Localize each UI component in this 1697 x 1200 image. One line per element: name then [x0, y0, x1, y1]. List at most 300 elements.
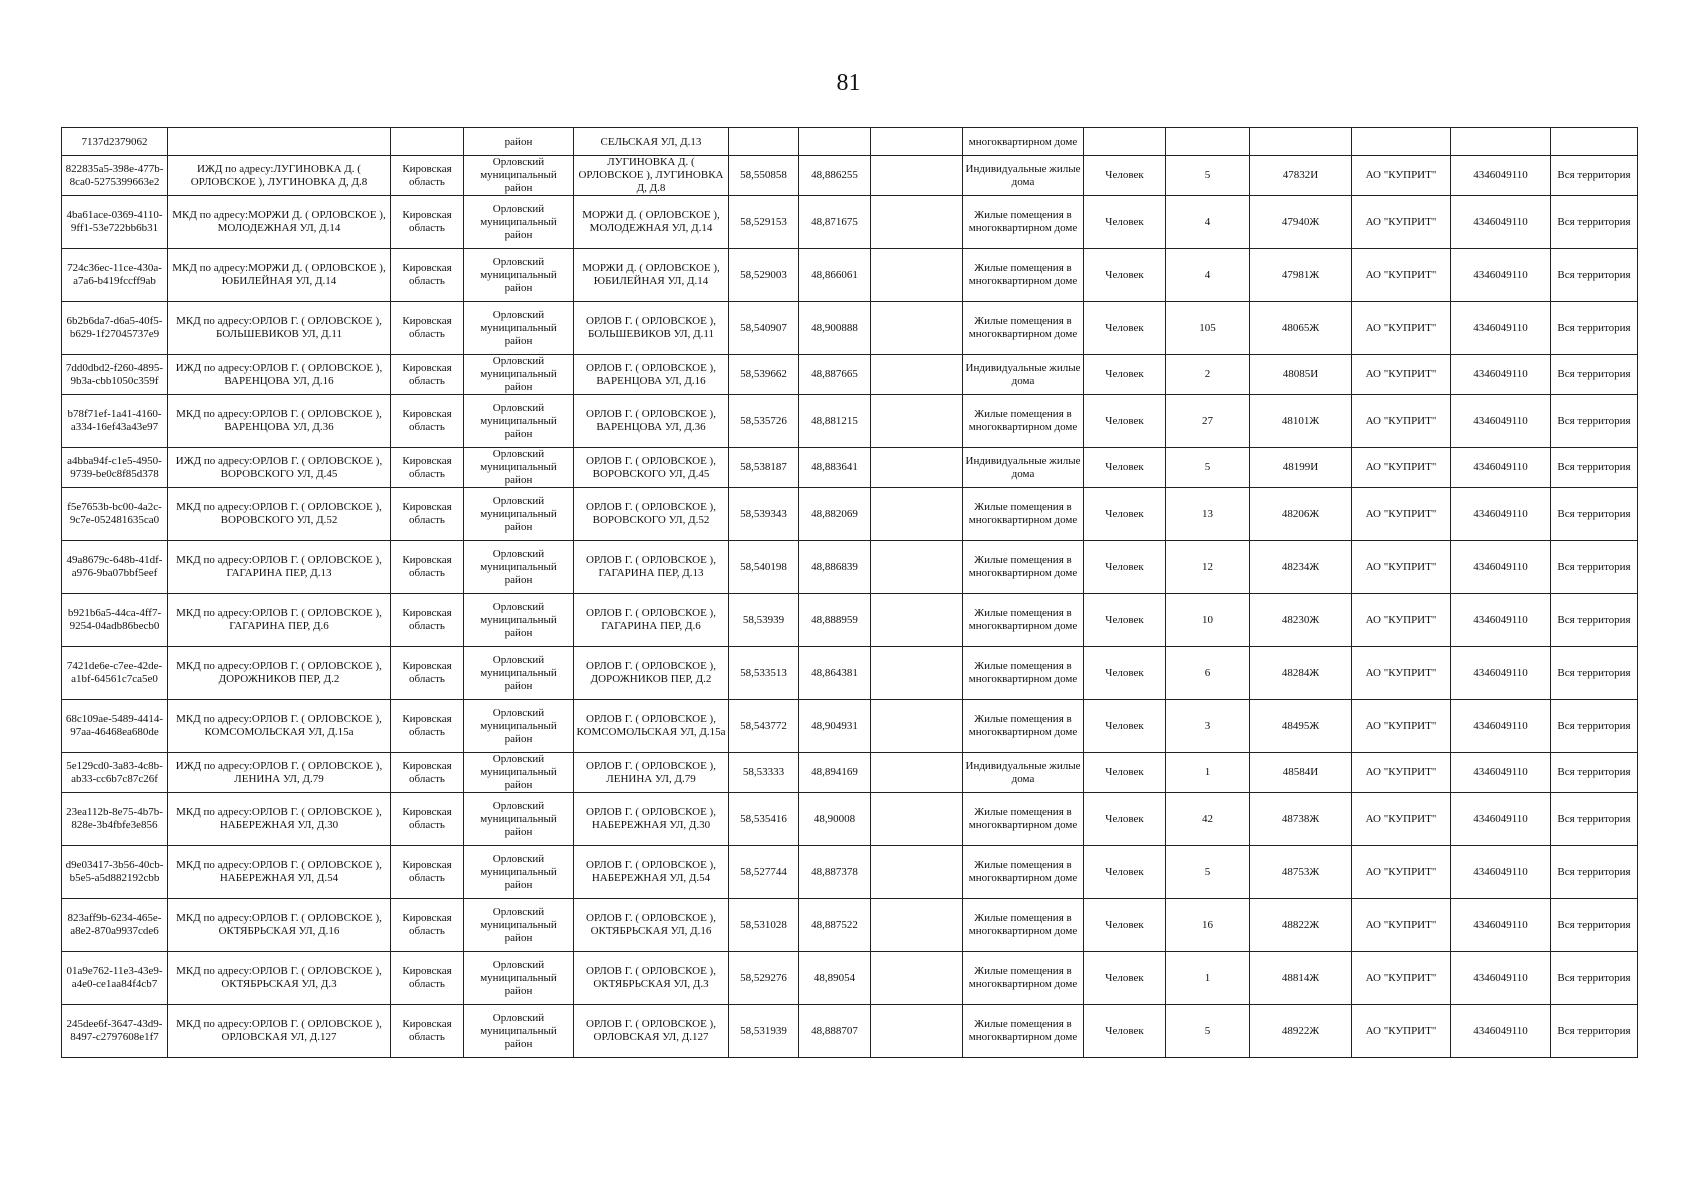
district-cell: Орловский муниципальный район [464, 899, 574, 952]
inn-cell: 4346049110 [1451, 1005, 1551, 1058]
region-cell: Кировская область [391, 302, 464, 355]
territory-cell: Вся территория [1551, 594, 1638, 647]
unit-cell: Человек [1084, 952, 1166, 1005]
object-name-cell [168, 128, 391, 156]
empty-cell [871, 1005, 963, 1058]
empty-cell [871, 700, 963, 753]
district-cell: Орловский муниципальный район [464, 594, 574, 647]
record-id-cell: b921b6a5-44ca-4ff7-9254-04adb86becb0 [62, 594, 168, 647]
record-id-cell: 7137d2379062 [62, 128, 168, 156]
record-id-cell: a4bba94f-c1e5-4950-9739-be0c8f85d378 [62, 448, 168, 488]
latitude-cell: 58,529153 [729, 196, 799, 249]
unit-cell: Человек [1084, 395, 1166, 448]
table-container [61, 127, 1638, 1058]
longitude-cell: 48,871675 [799, 196, 871, 249]
territory-cell: Вся территория [1551, 541, 1638, 594]
empty-cell [871, 196, 963, 249]
latitude-cell: 58,529003 [729, 249, 799, 302]
table-row [62, 395, 1638, 448]
territory-cell: Вся территория [1551, 899, 1638, 952]
organization-cell: АО "КУПРИТ" [1352, 156, 1451, 196]
inn-cell: 4346049110 [1451, 594, 1551, 647]
territory-cell: Вся территория [1551, 753, 1638, 793]
latitude-cell: 58,539343 [729, 488, 799, 541]
address-cell: СЕЛЬСКАЯ УЛ, Д.13 [574, 128, 729, 156]
account-code-cell: 48199И [1250, 448, 1352, 488]
district-cell: Орловский муниципальный район [464, 647, 574, 700]
account-code-cell: 48822Ж [1250, 899, 1352, 952]
district-cell: Орловский муниципальный район [464, 249, 574, 302]
housing-type-cell: Индивидуальные жилые дома [963, 156, 1084, 196]
object-name-cell: МКД по адресу:ОРЛОВ Г. ( ОРЛОВСКОЕ ), ВОРОВСКОГО УЛ, Д.52 [168, 488, 391, 541]
district-cell: Орловский муниципальный район [464, 700, 574, 753]
unit-cell: Человек [1084, 249, 1166, 302]
address-cell: ОРЛОВ Г. ( ОРЛОВСКОЕ ), ГАГАРИНА ПЕР, Д.6 [574, 594, 729, 647]
longitude-cell: 48,883641 [799, 448, 871, 488]
district-cell: Орловский муниципальный район [464, 448, 574, 488]
territory-cell: Вся территория [1551, 156, 1638, 196]
region-cell: Кировская область [391, 700, 464, 753]
housing-type-cell: Индивидуальные жилые дома [963, 448, 1084, 488]
record-id-cell: 823aff9b-6234-465e-a8e2-870a9937cde6 [62, 899, 168, 952]
unit-cell: Человек [1084, 302, 1166, 355]
empty-cell [871, 128, 963, 156]
inn-cell: 4346049110 [1451, 700, 1551, 753]
empty-cell [871, 302, 963, 355]
territory-cell: Вся территория [1551, 395, 1638, 448]
address-cell: ОРЛОВ Г. ( ОРЛОВСКОЕ ), НАБЕРЕЖНАЯ УЛ, Д.30 [574, 793, 729, 846]
longitude-cell: 48,882069 [799, 488, 871, 541]
territory-cell: Вся территория [1551, 488, 1638, 541]
region-cell: Кировская область [391, 156, 464, 196]
table-row [62, 488, 1638, 541]
latitude-cell: 58,527744 [729, 846, 799, 899]
record-id-cell: 245dee6f-3647-43d9-8497-c2797608e1f7 [62, 1005, 168, 1058]
empty-cell [871, 753, 963, 793]
data-table [61, 127, 1638, 1058]
table-row [62, 156, 1638, 196]
latitude-cell: 58,535726 [729, 395, 799, 448]
object-name-cell: МКД по адресу:ОРЛОВ Г. ( ОРЛОВСКОЕ ), ОКТЯБРЬСКАЯ УЛ, Д.3 [168, 952, 391, 1005]
inn-cell: 4346049110 [1451, 846, 1551, 899]
count-cell: 27 [1166, 395, 1250, 448]
count-cell: 105 [1166, 302, 1250, 355]
table-row [62, 899, 1638, 952]
object-name-cell: МКД по адресу:ОРЛОВ Г. ( ОРЛОВСКОЕ ), ГАГАРИНА ПЕР, Д.6 [168, 594, 391, 647]
account-code-cell: 48584И [1250, 753, 1352, 793]
object-name-cell: ИЖД по адресу:ОРЛОВ Г. ( ОРЛОВСКОЕ ), ВОРОВСКОГО УЛ, Д.45 [168, 448, 391, 488]
table-row [62, 302, 1638, 355]
organization-cell: АО "КУПРИТ" [1352, 249, 1451, 302]
empty-cell [871, 952, 963, 1005]
account-code-cell: 48738Ж [1250, 793, 1352, 846]
count-cell: 3 [1166, 700, 1250, 753]
count-cell: 10 [1166, 594, 1250, 647]
district-cell: Орловский муниципальный район [464, 541, 574, 594]
unit-cell: Человек [1084, 1005, 1166, 1058]
region-cell: Кировская область [391, 793, 464, 846]
empty-cell [871, 541, 963, 594]
empty-cell [871, 156, 963, 196]
latitude-cell: 58,540907 [729, 302, 799, 355]
inn-cell: 4346049110 [1451, 302, 1551, 355]
latitude-cell: 58,535416 [729, 793, 799, 846]
count-cell: 5 [1166, 156, 1250, 196]
region-cell: Кировская область [391, 448, 464, 488]
object-name-cell: МКД по адресу:ОРЛОВ Г. ( ОРЛОВСКОЕ ), КОМСОМОЛЬСКАЯ УЛ, Д.15а [168, 700, 391, 753]
unit-cell: Человек [1084, 448, 1166, 488]
housing-type-cell: Жилые помещения в многоквартирном доме [963, 647, 1084, 700]
address-cell: ОРЛОВ Г. ( ОРЛОВСКОЕ ), ГАГАРИНА ПЕР, Д.13 [574, 541, 729, 594]
housing-type-cell: Жилые помещения в многоквартирном доме [963, 700, 1084, 753]
region-cell: Кировская область [391, 899, 464, 952]
address-cell: ОРЛОВ Г. ( ОРЛОВСКОЕ ), КОМСОМОЛЬСКАЯ УЛ, Д.15а [574, 700, 729, 753]
housing-type-cell: Жилые помещения в многоквартирном доме [963, 952, 1084, 1005]
table-row [62, 793, 1638, 846]
inn-cell: 4346049110 [1451, 952, 1551, 1005]
longitude-cell: 48,886255 [799, 156, 871, 196]
table-row [62, 128, 1638, 156]
territory-cell: Вся территория [1551, 1005, 1638, 1058]
count-cell: 4 [1166, 249, 1250, 302]
organization-cell: АО "КУПРИТ" [1352, 846, 1451, 899]
object-name-cell: МКД по адресу:ОРЛОВ Г. ( ОРЛОВСКОЕ ), ГАГАРИНА ПЕР, Д.13 [168, 541, 391, 594]
inn-cell: 4346049110 [1451, 395, 1551, 448]
district-cell: Орловский муниципальный район [464, 196, 574, 249]
object-name-cell: ИЖД по адресу:ЛУГИНОВКА Д. ( ОРЛОВСКОЕ ), ЛУГИНОВКА Д, Д.8 [168, 156, 391, 196]
empty-cell [871, 355, 963, 395]
latitude-cell: 58,529276 [729, 952, 799, 1005]
territory-cell: Вся территория [1551, 846, 1638, 899]
account-code-cell: 48753Ж [1250, 846, 1352, 899]
latitude-cell: 58,531028 [729, 899, 799, 952]
address-cell: ЛУГИНОВКА Д. ( ОРЛОВСКОЕ ), ЛУГИНОВКА Д, Д.8 [574, 156, 729, 196]
count-cell: 1 [1166, 952, 1250, 1005]
unit-cell: Человек [1084, 846, 1166, 899]
territory-cell [1551, 128, 1638, 156]
organization-cell: АО "КУПРИТ" [1352, 488, 1451, 541]
count-cell: 42 [1166, 793, 1250, 846]
housing-type-cell: Жилые помещения в многоквартирном доме [963, 793, 1084, 846]
region-cell: Кировская область [391, 196, 464, 249]
longitude-cell: 48,90008 [799, 793, 871, 846]
inn-cell: 4346049110 [1451, 448, 1551, 488]
organization-cell: АО "КУПРИТ" [1352, 899, 1451, 952]
empty-cell [871, 793, 963, 846]
unit-cell: Человек [1084, 700, 1166, 753]
count-cell: 5 [1166, 846, 1250, 899]
latitude-cell: 58,538187 [729, 448, 799, 488]
table-row [62, 355, 1638, 395]
record-id-cell: 49a8679c-648b-41df-a976-9ba07bbf5eef [62, 541, 168, 594]
table-row [62, 249, 1638, 302]
account-code-cell: 48284Ж [1250, 647, 1352, 700]
table-row [62, 700, 1638, 753]
region-cell: Кировская область [391, 395, 464, 448]
region-cell: Кировская область [391, 541, 464, 594]
longitude-cell: 48,881215 [799, 395, 871, 448]
object-name-cell: МКД по адресу:МОРЖИ Д. ( ОРЛОВСКОЕ ), МОЛОДЕЖНАЯ УЛ, Д.14 [168, 196, 391, 249]
address-cell: ОРЛОВ Г. ( ОРЛОВСКОЕ ), ВОРОВСКОГО УЛ, Д.45 [574, 448, 729, 488]
record-id-cell: 6b2b6da7-d6a5-40f5-b629-1f27045737e9 [62, 302, 168, 355]
territory-cell: Вся территория [1551, 448, 1638, 488]
account-code-cell: 48234Ж [1250, 541, 1352, 594]
organization-cell: АО "КУПРИТ" [1352, 647, 1451, 700]
organization-cell: АО "КУПРИТ" [1352, 541, 1451, 594]
latitude-cell: 58,53333 [729, 753, 799, 793]
empty-cell [871, 846, 963, 899]
table-row [62, 846, 1638, 899]
housing-type-cell: Жилые помещения в многоквартирном доме [963, 594, 1084, 647]
region-cell: Кировская область [391, 753, 464, 793]
account-code-cell: 48101Ж [1250, 395, 1352, 448]
longitude-cell: 48,866061 [799, 249, 871, 302]
empty-cell [871, 488, 963, 541]
account-code-cell: 48230Ж [1250, 594, 1352, 647]
record-id-cell: 724c36ec-11ce-430a-a7a6-b419fccff9ab [62, 249, 168, 302]
count-cell: 6 [1166, 647, 1250, 700]
district-cell: Орловский муниципальный район [464, 846, 574, 899]
inn-cell [1451, 128, 1551, 156]
inn-cell: 4346049110 [1451, 196, 1551, 249]
territory-cell: Вся территория [1551, 952, 1638, 1005]
unit-cell: Человек [1084, 899, 1166, 952]
longitude-cell: 48,886839 [799, 541, 871, 594]
count-cell: 2 [1166, 355, 1250, 395]
inn-cell: 4346049110 [1451, 541, 1551, 594]
unit-cell: Человек [1084, 488, 1166, 541]
housing-type-cell: Индивидуальные жилые дома [963, 753, 1084, 793]
table-row [62, 594, 1638, 647]
latitude-cell: 58,543772 [729, 700, 799, 753]
territory-cell: Вся территория [1551, 700, 1638, 753]
longitude-cell: 48,887522 [799, 899, 871, 952]
account-code-cell: 48495Ж [1250, 700, 1352, 753]
region-cell: Кировская область [391, 488, 464, 541]
district-cell: Орловский муниципальный район [464, 395, 574, 448]
empty-cell [871, 647, 963, 700]
housing-type-cell: Жилые помещения в многоквартирном доме [963, 395, 1084, 448]
empty-cell [871, 249, 963, 302]
record-id-cell: b78f71ef-1a41-4160-a334-16ef43a43e97 [62, 395, 168, 448]
inn-cell: 4346049110 [1451, 753, 1551, 793]
district-cell: район [464, 128, 574, 156]
address-cell: МОРЖИ Д. ( ОРЛОВСКОЕ ), МОЛОДЕЖНАЯ УЛ, Д.14 [574, 196, 729, 249]
region-cell: Кировская область [391, 355, 464, 395]
longitude-cell: 48,888707 [799, 1005, 871, 1058]
unit-cell: Человек [1084, 355, 1166, 395]
unit-cell: Человек [1084, 196, 1166, 249]
table-row [62, 952, 1638, 1005]
empty-cell [871, 448, 963, 488]
count-cell: 4 [1166, 196, 1250, 249]
latitude-cell: 58,550858 [729, 156, 799, 196]
count-cell: 5 [1166, 1005, 1250, 1058]
unit-cell: Человек [1084, 753, 1166, 793]
inn-cell: 4346049110 [1451, 488, 1551, 541]
account-code-cell: 47832И [1250, 156, 1352, 196]
object-name-cell: МКД по адресу:ОРЛОВ Г. ( ОРЛОВСКОЕ ), ДОРОЖНИКОВ ПЕР, Д.2 [168, 647, 391, 700]
account-code-cell [1250, 128, 1352, 156]
region-cell: Кировская область [391, 594, 464, 647]
unit-cell [1084, 128, 1166, 156]
district-cell: Орловский муниципальный район [464, 488, 574, 541]
inn-cell: 4346049110 [1451, 156, 1551, 196]
table-row [62, 1005, 1638, 1058]
account-code-cell: 48922Ж [1250, 1005, 1352, 1058]
object-name-cell: МКД по адресу:ОРЛОВ Г. ( ОРЛОВСКОЕ ), БОЛЬШЕВИКОВ УЛ, Д.11 [168, 302, 391, 355]
longitude-cell: 48,89054 [799, 952, 871, 1005]
object-name-cell: ИЖД по адресу:ОРЛОВ Г. ( ОРЛОВСКОЕ ), ВАРЕНЦОВА УЛ, Д.16 [168, 355, 391, 395]
housing-type-cell: Жилые помещения в многоквартирном доме [963, 899, 1084, 952]
account-code-cell: 47940Ж [1250, 196, 1352, 249]
organization-cell: АО "КУПРИТ" [1352, 395, 1451, 448]
district-cell: Орловский муниципальный район [464, 793, 574, 846]
latitude-cell: 58,533513 [729, 647, 799, 700]
account-code-cell: 48085И [1250, 355, 1352, 395]
inn-cell: 4346049110 [1451, 355, 1551, 395]
organization-cell: АО "КУПРИТ" [1352, 355, 1451, 395]
housing-type-cell: Жилые помещения в многоквартирном доме [963, 302, 1084, 355]
region-cell: Кировская область [391, 1005, 464, 1058]
table-row [62, 448, 1638, 488]
empty-cell [871, 899, 963, 952]
latitude-cell: 58,540198 [729, 541, 799, 594]
unit-cell: Человек [1084, 541, 1166, 594]
longitude-cell: 48,887378 [799, 846, 871, 899]
latitude-cell [729, 128, 799, 156]
region-cell: Кировская область [391, 647, 464, 700]
count-cell [1166, 128, 1250, 156]
record-id-cell: 5e129cd0-3a83-4c8b-ab33-cc6b7c87c26f [62, 753, 168, 793]
address-cell: ОРЛОВ Г. ( ОРЛОВСКОЕ ), БОЛЬШЕВИКОВ УЛ, Д.11 [574, 302, 729, 355]
district-cell: Орловский муниципальный район [464, 355, 574, 395]
account-code-cell: 48206Ж [1250, 488, 1352, 541]
inn-cell: 4346049110 [1451, 899, 1551, 952]
count-cell: 13 [1166, 488, 1250, 541]
record-id-cell: 7421de6e-c7ee-42de-a1bf-64561c7ca5e0 [62, 647, 168, 700]
count-cell: 16 [1166, 899, 1250, 952]
longitude-cell: 48,904931 [799, 700, 871, 753]
record-id-cell: 822835a5-398e-477b-8ca0-5275399663e2 [62, 156, 168, 196]
object-name-cell: МКД по адресу:ОРЛОВ Г. ( ОРЛОВСКОЕ ), ОРЛОВСКАЯ УЛ, Д.127 [168, 1005, 391, 1058]
region-cell [391, 128, 464, 156]
district-cell: Орловский муниципальный район [464, 753, 574, 793]
housing-type-cell: Индивидуальные жилые дома [963, 355, 1084, 395]
address-cell: ОРЛОВ Г. ( ОРЛОВСКОЕ ), ВАРЕНЦОВА УЛ, Д.16 [574, 355, 729, 395]
table-body [62, 128, 1638, 1058]
empty-cell [871, 594, 963, 647]
inn-cell: 4346049110 [1451, 647, 1551, 700]
organization-cell: АО "КУПРИТ" [1352, 448, 1451, 488]
district-cell: Орловский муниципальный район [464, 302, 574, 355]
housing-type-cell: Жилые помещения в многоквартирном доме [963, 249, 1084, 302]
territory-cell: Вся территория [1551, 793, 1638, 846]
count-cell: 12 [1166, 541, 1250, 594]
territory-cell: Вся территория [1551, 355, 1638, 395]
object-name-cell: ИЖД по адресу:ОРЛОВ Г. ( ОРЛОВСКОЕ ), ЛЕНИНА УЛ, Д.79 [168, 753, 391, 793]
housing-type-cell: Жилые помещения в многоквартирном доме [963, 196, 1084, 249]
organization-cell: АО "КУПРИТ" [1352, 753, 1451, 793]
account-code-cell: 48065Ж [1250, 302, 1352, 355]
address-cell: ОРЛОВ Г. ( ОРЛОВСКОЕ ), ОКТЯБРЬСКАЯ УЛ, Д.3 [574, 952, 729, 1005]
record-id-cell: 23ea112b-8e75-4b7b-828e-3b4fbfe3e856 [62, 793, 168, 846]
region-cell: Кировская область [391, 952, 464, 1005]
district-cell: Орловский муниципальный район [464, 1005, 574, 1058]
count-cell: 1 [1166, 753, 1250, 793]
address-cell: ОРЛОВ Г. ( ОРЛОВСКОЕ ), ОКТЯБРЬСКАЯ УЛ, Д.16 [574, 899, 729, 952]
record-id-cell: 4ba61ace-0369-4110-9ff1-53e722bb6b31 [62, 196, 168, 249]
district-cell: Орловский муниципальный район [464, 952, 574, 1005]
territory-cell: Вся территория [1551, 302, 1638, 355]
housing-type-cell: многоквартирном доме [963, 128, 1084, 156]
housing-type-cell: Жилые помещения в многоквартирном доме [963, 1005, 1084, 1058]
district-cell: Орловский муниципальный район [464, 156, 574, 196]
organization-cell [1352, 128, 1451, 156]
page-number: 81 [836, 70, 861, 96]
inn-cell: 4346049110 [1451, 793, 1551, 846]
account-code-cell: 48814Ж [1250, 952, 1352, 1005]
object-name-cell: МКД по адресу:МОРЖИ Д. ( ОРЛОВСКОЕ ), ЮБИЛЕЙНАЯ УЛ, Д.14 [168, 249, 391, 302]
unit-cell: Человек [1084, 647, 1166, 700]
territory-cell: Вся территория [1551, 647, 1638, 700]
address-cell: ОРЛОВ Г. ( ОРЛОВСКОЕ ), ВОРОВСКОГО УЛ, Д.52 [574, 488, 729, 541]
record-id-cell: 01a9e762-11e3-43e9-a4e0-ce1aa84f4cb7 [62, 952, 168, 1005]
latitude-cell: 58,53939 [729, 594, 799, 647]
count-cell: 5 [1166, 448, 1250, 488]
record-id-cell: 7dd0dbd2-f260-4895-9b3a-cbb1050c359f [62, 355, 168, 395]
organization-cell: АО "КУПРИТ" [1352, 1005, 1451, 1058]
housing-type-cell: Жилые помещения в многоквартирном доме [963, 541, 1084, 594]
object-name-cell: МКД по адресу:ОРЛОВ Г. ( ОРЛОВСКОЕ ), НАБЕРЕЖНАЯ УЛ, Д.30 [168, 793, 391, 846]
record-id-cell: f5e7653b-bc00-4a2c-9c7e-052481635ca0 [62, 488, 168, 541]
organization-cell: АО "КУПРИТ" [1352, 594, 1451, 647]
object-name-cell: МКД по адресу:ОРЛОВ Г. ( ОРЛОВСКОЕ ), ВАРЕНЦОВА УЛ, Д.36 [168, 395, 391, 448]
record-id-cell: d9e03417-3b56-40cb-b5e5-a5d882192cbb [62, 846, 168, 899]
longitude-cell: 48,900888 [799, 302, 871, 355]
territory-cell: Вся территория [1551, 249, 1638, 302]
longitude-cell: 48,864381 [799, 647, 871, 700]
latitude-cell: 58,531939 [729, 1005, 799, 1058]
longitude-cell: 48,887665 [799, 355, 871, 395]
unit-cell: Человек [1084, 594, 1166, 647]
territory-cell: Вся территория [1551, 196, 1638, 249]
empty-cell [871, 395, 963, 448]
unit-cell: Человек [1084, 793, 1166, 846]
organization-cell: АО "КУПРИТ" [1352, 196, 1451, 249]
address-cell: ОРЛОВ Г. ( ОРЛОВСКОЕ ), ВАРЕНЦОВА УЛ, Д.36 [574, 395, 729, 448]
latitude-cell: 58,539662 [729, 355, 799, 395]
organization-cell: АО "КУПРИТ" [1352, 302, 1451, 355]
housing-type-cell: Жилые помещения в многоквартирном доме [963, 846, 1084, 899]
object-name-cell: МКД по адресу:ОРЛОВ Г. ( ОРЛОВСКОЕ ), ОКТЯБРЬСКАЯ УЛ, Д.16 [168, 899, 391, 952]
address-cell: МОРЖИ Д. ( ОРЛОВСКОЕ ), ЮБИЛЕЙНАЯ УЛ, Д.14 [574, 249, 729, 302]
organization-cell: АО "КУПРИТ" [1352, 952, 1451, 1005]
address-cell: ОРЛОВ Г. ( ОРЛОВСКОЕ ), НАБЕРЕЖНАЯ УЛ, Д.54 [574, 846, 729, 899]
organization-cell: АО "КУПРИТ" [1352, 793, 1451, 846]
organization-cell: АО "КУПРИТ" [1352, 700, 1451, 753]
housing-type-cell: Жилые помещения в многоквартирном доме [963, 488, 1084, 541]
address-cell: ОРЛОВ Г. ( ОРЛОВСКОЕ ), ДОРОЖНИКОВ ПЕР, Д.2 [574, 647, 729, 700]
address-cell: ОРЛОВ Г. ( ОРЛОВСКОЕ ), ЛЕНИНА УЛ, Д.79 [574, 753, 729, 793]
table-row [62, 753, 1638, 793]
longitude-cell: 48,894169 [799, 753, 871, 793]
longitude-cell: 48,888959 [799, 594, 871, 647]
account-code-cell: 47981Ж [1250, 249, 1352, 302]
region-cell: Кировская область [391, 846, 464, 899]
region-cell: Кировская область [391, 249, 464, 302]
unit-cell: Человек [1084, 156, 1166, 196]
